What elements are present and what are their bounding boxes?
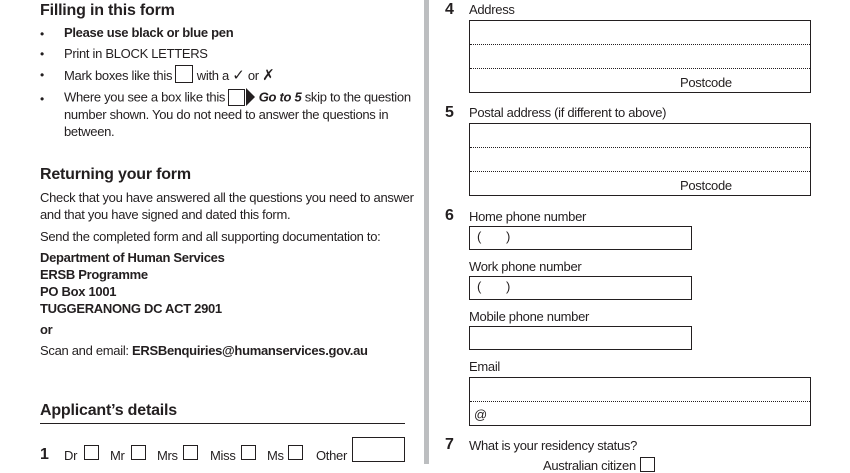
- address-line: TUGGERANONG DC ACT 2901: [40, 301, 222, 316]
- home-phone-input[interactable]: [469, 226, 692, 250]
- address-line: ERSB Programme: [40, 267, 148, 282]
- mark-or: or: [247, 68, 259, 83]
- postcode-label: Postcode: [680, 178, 732, 193]
- goto-label: Go to 5: [258, 89, 302, 105]
- dotted-line: [470, 401, 810, 402]
- postal-address-block: [40, 249, 225, 317]
- mark-middle: with a: [196, 68, 229, 83]
- instruction-mark-boxes: [64, 65, 274, 84]
- cross-icon: ✗: [262, 67, 275, 84]
- dotted-line: [470, 147, 810, 148]
- returning-heading: Returning your form: [40, 166, 191, 183]
- question-number: 4: [445, 1, 454, 18]
- residency-option-label: Australian citizen: [543, 458, 636, 473]
- send-line: Send the completed form and all supporting documentation to:: [40, 229, 381, 244]
- title-miss-label: Miss: [210, 448, 236, 463]
- goto-line2: number shown. You do not need to answer the questions in: [64, 107, 389, 122]
- title-other-input[interactable]: [352, 437, 405, 462]
- column-divider: [424, 0, 429, 464]
- title-mrs-label: Mrs: [157, 448, 178, 463]
- postcode-label: Postcode: [680, 75, 732, 90]
- check-line2: and that you have signed and dated this form.: [40, 207, 291, 222]
- address-line: PO Box 1001: [40, 284, 117, 299]
- bullet-dot: •: [40, 27, 45, 41]
- paren-open: (: [477, 229, 482, 244]
- goto-line3: between.: [64, 124, 115, 139]
- residency-label: What is your residency status?: [469, 438, 638, 453]
- mark-prefix: Mark boxes like this: [64, 68, 173, 83]
- goto-suffix: skip to the question: [304, 89, 411, 105]
- question-number: 6: [445, 207, 454, 224]
- scan-email-line: [40, 342, 368, 359]
- instruction-goto: [64, 88, 409, 140]
- question-number: 5: [445, 104, 454, 121]
- at-symbol: @: [474, 407, 488, 422]
- bullet-dot: •: [40, 47, 45, 61]
- applicant-heading: Applicant’s details: [40, 402, 177, 419]
- or-text: or: [40, 322, 53, 337]
- work-phone-label: Work phone number: [469, 259, 582, 274]
- address-label: Address: [469, 2, 515, 17]
- title-dr-label: Dr: [64, 448, 78, 463]
- title-mr-checkbox[interactable]: [131, 445, 146, 460]
- bullet-dot: •: [40, 68, 45, 82]
- goto-prefix: Where you see a box like this: [64, 89, 226, 105]
- paren-open: (: [477, 279, 482, 294]
- returning-check: [40, 189, 420, 223]
- email-address: ERSBenquiries@humanservices.gov.au: [132, 343, 368, 358]
- title-dr-checkbox[interactable]: [84, 445, 99, 460]
- email-label: Email: [469, 359, 501, 374]
- address-input[interactable]: [469, 20, 811, 93]
- title-miss-checkbox[interactable]: [241, 445, 256, 460]
- title-ms-checkbox[interactable]: [288, 445, 303, 460]
- scan-prefix: Scan and email:: [40, 343, 129, 358]
- home-phone-label: Home phone number: [469, 209, 587, 224]
- postal-address-input[interactable]: [469, 123, 811, 196]
- email-input[interactable]: [469, 377, 811, 426]
- paren-close: ): [506, 279, 511, 294]
- postal-address-label: Postal address (if different to above): [469, 105, 667, 120]
- residency-citizen-checkbox[interactable]: [640, 457, 655, 472]
- address-line: Department of Human Services: [40, 250, 225, 265]
- tick-icon: ✓: [232, 67, 245, 84]
- mobile-phone-input[interactable]: [469, 326, 692, 350]
- dotted-line: [470, 44, 810, 45]
- instruction-block-letters: Print in BLOCK LETTERS: [64, 46, 208, 61]
- dotted-line: [470, 68, 810, 69]
- question-number: 1: [40, 446, 49, 463]
- mobile-phone-label: Mobile phone number: [469, 309, 590, 324]
- bullet-dot: •: [40, 92, 45, 106]
- title-other-label: Other: [316, 448, 348, 463]
- title-mrs-checkbox[interactable]: [183, 445, 198, 460]
- filling-heading: Filling in this form: [40, 2, 175, 19]
- example-checkbox: [175, 65, 193, 83]
- paren-close: ): [506, 229, 511, 244]
- dotted-line: [470, 171, 810, 172]
- check-line1: Check that you have answered all the questions you need to answer: [40, 190, 414, 205]
- title-mr-label: Mr: [110, 448, 125, 463]
- question-number: 7: [445, 436, 454, 453]
- instruction-pen: Please use black or blue pen: [64, 25, 234, 40]
- work-phone-input[interactable]: [469, 276, 692, 300]
- section-divider: [40, 423, 405, 424]
- goto-box-arrow-icon: [228, 88, 255, 106]
- title-ms-label: Ms: [267, 448, 284, 463]
